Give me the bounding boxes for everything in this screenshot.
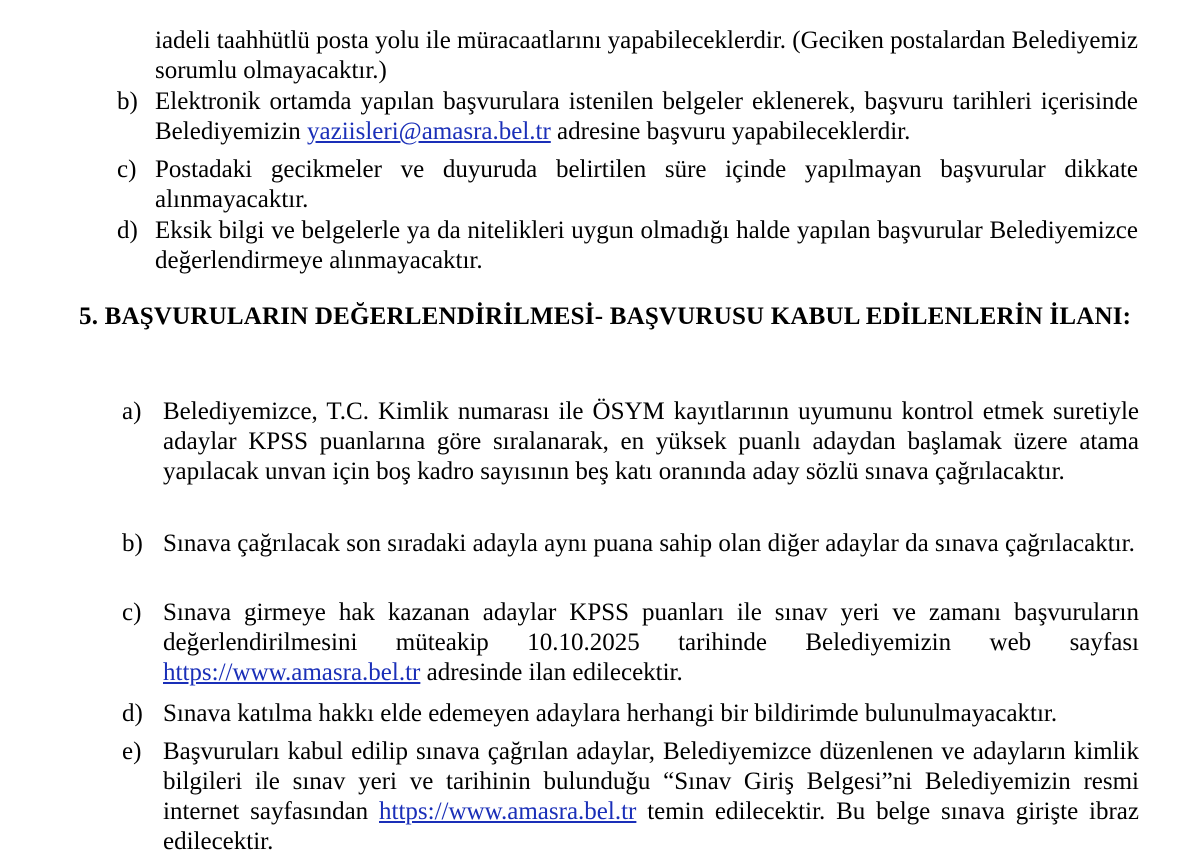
continuation-paragraph: iadeli taahhütlü posta yolu ile müracaatlarını yapabileceklerdir. (Geciken postalardan Belediyemiz sorumlu olmayacaktır.) [155,27,1138,84]
list-item-text: Sınava katılma hakkı elde edemeyen adaylara herhangi bir bildirimde bulunulmayacaktır. [163,700,1058,727]
list-item-text: Eksik bilgi ve belgelerle ya da nitelikleri uygun olmadığı halde yapılan başvurular Belediyemizce değerlendirmeye alınmayacaktır. [155,217,1138,274]
list-marker: c) [117,156,137,183]
list-marker: b) [122,530,143,557]
list-marker: c) [122,599,142,626]
website-link[interactable]: https://www.amasra.bel.tr [379,798,637,825]
list-item-b [122,529,1139,589]
list-item-b [117,87,1139,147]
list-item-a [122,397,1139,517]
list-marker: d) [117,217,138,244]
list-item-e [122,737,1139,857]
list-marker: a) [122,398,142,425]
list-item-d [122,699,1139,729]
list-item-c [117,155,1139,215]
list-item-text: Postadaki gecikmeler ve duyuruda belirtilen süre içinde yapılmayan başvurular dikkate alınmayacaktır. [155,156,1138,213]
list-item-text: Sınava çağrılacak son sıradaki adayla aynı puana sahip olan diğer adaylar da sınava çağrılacaktır. [163,530,1135,557]
list-marker: e) [122,738,142,765]
list-marker: b) [117,88,138,115]
list-item-text: Sınava girmeye hak kazanan adaylar KPSS puanları ile sınav yeri ve zamanı başvuruların değerlendirilmesini müteakip 10.10.2025 tarihinde Belediyemizin web sayfası https://www.amasra.bel.tr adresinde ilan edilecektir. [163,599,1139,686]
website-link[interactable]: https://www.amasra.bel.tr [163,659,421,686]
list-item-text: Elektronik ortamda yapılan başvurulara istenilen belgeler eklenerek, başvuru tarihleri içerisinde Belediyemizin yaziisleri@amasra.bel.tr adresine başvuru yapabileceklerdir. [155,88,1138,145]
list-item-text: Başvuruları kabul edilip sınava çağrılan adaylar, Belediyemizce düzenlenen ve adayların kimlik bilgileri ile sınav yeri ve tarihinin bulunduğu “Sınav Giriş Belgesi”ni Belediyemizin resmi internet sayfasından https://www.amasra.bel.tr temin edilecektir. Bu belge sınava girişte ibraz edilecektir. [163,738,1140,855]
list-marker: d) [122,700,143,727]
list-item-text: Belediyemizce, T.C. Kimlik numarası ile ÖSYM kayıtlarının uyumunu kontrol etmek suretiyle adaylar KPSS puanlarına göre sıralanarak, en yüksek puanlı adaydan başlamak üzere atama yapılacak unvan için boş kadro sayısının beş katı oranında aday sözlü sınava çağrılacaktır. [163,398,1139,485]
email-link[interactable]: yaziisleri@amasra.bel.tr [307,118,551,145]
list-item-c [122,598,1139,688]
section-heading: 5. BAŞVURULARIN DEĞERLENDİRİLMESİ- BAŞVURUSU KABUL EDİLENLERİN İLANI: [79,303,1132,330]
list-item-d [117,216,1139,276]
